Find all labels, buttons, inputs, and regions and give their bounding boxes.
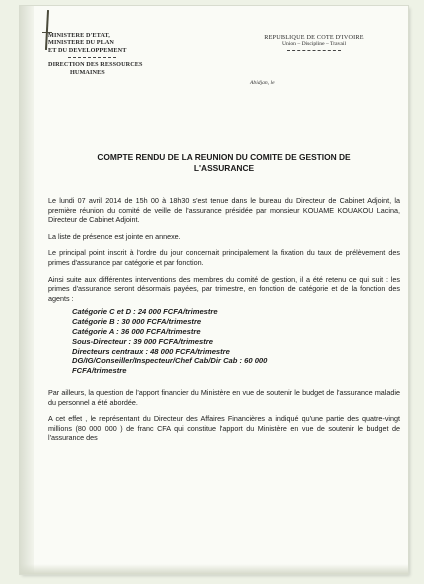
scan-edge-strip — [20, 6, 34, 574]
direction-line-1: DIRECTION DES RESSOURCES — [48, 61, 143, 69]
document-body — [48, 196, 400, 450]
republic-motto: Union – Discipline – Travail — [281, 41, 347, 48]
paragraph-decision: Ainsi suite aux différentes interventions des membres du comité de gestion, il a été retenu ce qui suit : les primes d'assurance seront désormais payées, par trimestre, en fonction de catégorie et de la fonction des agents : — [48, 274, 400, 303]
category-item: Catégorie A : 36 000 FCFA/trimestre — [72, 326, 201, 336]
document-page — [20, 6, 408, 574]
premium-category-list — [72, 307, 400, 376]
document-title — [56, 152, 392, 174]
paragraph-meeting: Le lundi 07 avril 2014 de 15h 00 à 18h30 s'est tenue dans le bureau du Directeur de Cabinet Adjoint, la première réunion du comité de veille de l'assurance présidée par monsieur KOUAME KOUAKOU Lacina, Directeur de Cabinet Adjoint. — [48, 196, 400, 225]
ministry-line-2: MINISTERE DU PLAN — [48, 39, 114, 47]
header-right-divider — [287, 50, 341, 51]
paragraph-attendance: La liste de présence est jointe en annexe. — [48, 231, 181, 241]
header-left-divider — [68, 57, 116, 58]
republic-name: REPUBLIQUE DE COTE D'IVOIRE — [264, 34, 364, 41]
category-item: FCFA/trimestre — [72, 366, 127, 376]
title-line-1: COMPTE RENDU DE LA REUNION DU COMITE DE GESTION DE — [97, 152, 351, 162]
page-bottom-shadow — [20, 564, 408, 574]
ministry-line-1: MINISTERE D'ETAT, — [48, 32, 110, 39]
paragraph-daf-statement: A cet effet , le représentant du Directeur des Affaires Financières a indiqué qu'une partie des quatre-vingt millions (80 000 000 ) de franc CFA qui constitue l'apport du Ministère en vue de soutenir le budget de l'assurance des — [48, 414, 400, 443]
paragraph-agenda: Le principal point inscrit à l'ordre du jour concernait principalement la fixation du taux de prélèvement des primes d'assurance par catégorie et par fonction. — [48, 248, 400, 267]
place-date: Abidjan, le — [250, 80, 275, 86]
category-item: DG/IG/Conseiller/Inspecteur/Chef Cab/Dir Cab : 60 000 — [72, 356, 268, 366]
category-item: Sous-Directeur : 39 000 FCFA/trimestre — [72, 336, 213, 346]
title-line-2: L'ASSURANCE — [193, 163, 255, 173]
paragraph-financial-support: Par ailleurs, la question de l'apport financier du Ministère en vue de soutenir le budget de l'assurance maladie du personnel a été abordée. — [48, 387, 400, 407]
header-ministry — [48, 32, 168, 76]
direction-line-2: HUMAINES — [70, 68, 105, 76]
category-item: Directeurs centraux : 48 000 FCFA/trimestre — [72, 346, 230, 356]
category-item: Catégorie C et D : 24 000 FCFA/trimestre — [72, 307, 218, 317]
header-republic — [244, 34, 384, 51]
ministry-line-3: ET DU DEVELOPPEMENT — [48, 46, 127, 54]
category-item: Catégorie B : 30 000 FCFA/trimestre — [72, 317, 202, 327]
